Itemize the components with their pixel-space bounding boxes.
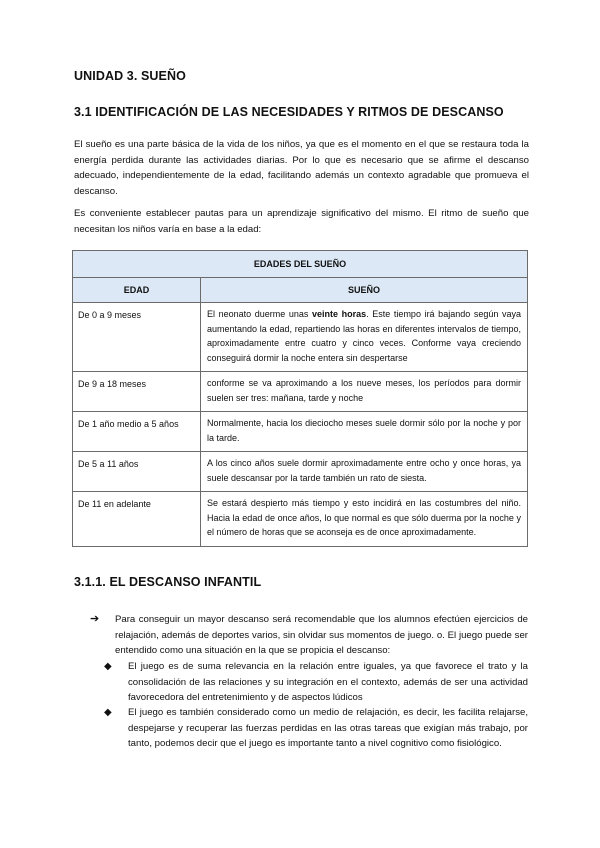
age-cell: De 1 año medio a 5 años	[73, 412, 201, 452]
bullet-text: El juego es también considerado como un medio de relajación, es decir, les facilita relajarse, despejarse y recuperar las fuerzas perdidas en las otras tareas que exigían más trabajo, por tanto, podemos decir que el juego es importante tanto a nivel cognitivo como fisiológico.	[128, 707, 528, 749]
sleep-cell: Normalmente, hacia los dieciocho meses suele dormir sólo por la noche y por la tarde.	[201, 412, 528, 452]
age-cell: De 5 a 11 años	[73, 452, 201, 492]
sleep-ages-table	[72, 250, 528, 547]
intro-paragraph: El sueño es una parte básica de la vida de los niños, ya que es el momento en el que se restaura toda la energía perdida durante las actividades diarias. Por lo que es necesario que se afirme el descanso adecuado, independientemente de la edad, facilitando además un contexto agradable que promueva el descanso.	[74, 139, 529, 197]
sleep-text-bold: veinte horas	[312, 309, 367, 319]
table-row	[73, 412, 528, 452]
diamond-bullet-item	[104, 659, 528, 706]
bullet-text: El juego es de suma relevancia en la relación entre iguales, ya que favorece el trato y la consolidación de las relaciones y su integración en el contexto, además de ser una actividad favorecedora del entretenimiento y de aspectos lúdicos	[128, 661, 528, 703]
table-title: EDADES DEL SUEÑO	[73, 251, 528, 278]
diamond-bullet-icon: ◆	[104, 661, 112, 672]
subsection-title: 3.1.1. EL DESCANSO INFANTIL	[74, 575, 262, 589]
age-cell: De 11 en adelante	[73, 492, 201, 547]
diamond-bullet-item	[104, 705, 528, 752]
unit-title: UNIDAD 3. SUEÑO	[74, 69, 186, 83]
sleep-cell: Se estará despierto más tiempo y esto incidirá en las costumbres del niño. Hacia la edad de once años, lo que normal es que sólo duerma por la noche y el número de horas que se aconseja es de once aproximadamente.	[201, 492, 528, 547]
table-row	[73, 372, 528, 412]
sleep-cell: A los cinco años suele dormir aproximadamente entre ocho y once horas, ya suele descansar por la tarde también un rato de siesta.	[201, 452, 528, 492]
rhythm-paragraph: Es conveniente establecer pautas para un aprendizaje significativo del mismo. El ritmo de sueño que necesitan los niños varía en base a la edad:	[74, 208, 529, 235]
header-age: EDAD	[73, 278, 201, 303]
bullet-text: Para conseguir un mayor descanso será recomendable que los alumnos efectúen ejercicios de relajación, además de deportes varios, sin olvidar sus momentos de juego. o. El juego puede ser entendido como una situación en la que se propicia el descanso:	[115, 614, 528, 656]
sleep-cell	[201, 303, 528, 372]
age-cell: De 9 a 18 meses	[73, 372, 201, 412]
header-sleep: SUEÑO	[201, 278, 528, 303]
table-row	[73, 303, 528, 372]
arrow-right-icon: ➔	[90, 613, 100, 625]
sleep-text-post: . Este tiempo irá bajando según vaya aumentando la edad, repartiendo las horas en diferentes intervalos de tiempo, aproximadamente entre cuatro y cinco veces. Conforme vaya creciendo conseguirá dormir la noche entera sin despertarse	[207, 309, 521, 363]
section-title: 3.1 IDENTIFICACIÓN DE LAS NECESIDADES Y RITMOS DE DESCANSO	[74, 105, 504, 119]
age-cell: De 0 a 9 meses	[73, 303, 201, 372]
sleep-cell: conforme se va aproximando a los nueve meses, los períodos para dormir suelen ser tres: mañana, tarde y noche	[201, 372, 528, 412]
arrow-bullet-item	[92, 612, 528, 659]
table-row	[73, 452, 528, 492]
table-row	[73, 492, 528, 547]
sleep-text-pre: El neonato duerme unas	[207, 309, 313, 319]
diamond-bullet-icon: ◆	[104, 707, 112, 718]
